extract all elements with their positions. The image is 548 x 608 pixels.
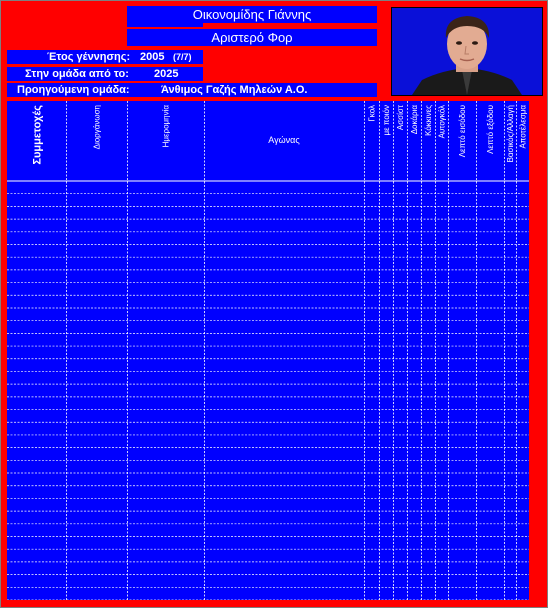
birth-year: 2005 — [140, 51, 165, 63]
column-header-starter-sub: Βασικός/Αλλαγή — [505, 105, 515, 163]
joined-year: 2025 — [154, 68, 179, 80]
previous-team-row — [7, 83, 377, 97]
appearances-table — [7, 101, 529, 600]
column-header-competition: Διοργάνωση — [92, 105, 102, 150]
column-header-woodwork: Δοκάρια — [409, 105, 419, 135]
column-header-match: Αγώνας — [268, 135, 300, 145]
column-header-with-whom: με ποιόν — [381, 105, 391, 136]
birth-date: (7/7) — [173, 52, 192, 62]
player-photo — [391, 7, 543, 96]
column-header-appearances: Συμμετοχές — [31, 105, 44, 165]
column-header-assists: Ασσίστ — [395, 105, 405, 131]
player-name: Οικονομίδης Γιάννης — [127, 6, 377, 23]
appearances-grid — [7, 101, 529, 600]
player-portrait-image — [392, 8, 542, 95]
column-header-goals: Γκολ — [367, 105, 377, 122]
column-header-minute-in: Λεπτό εισόδου — [457, 105, 467, 158]
column-header-minute-out: Λεπτό εξόδου — [485, 105, 495, 154]
column-header-date: Ημερομηνία — [161, 105, 171, 148]
column-header-red-cards: Κόκκινες — [423, 105, 433, 136]
previous-team-label: Προηγούμενη ομάδα: — [17, 84, 130, 96]
player-position: Αριστερό Φορ — [127, 29, 377, 46]
joined-label: Στην ομάδα από το: — [25, 68, 129, 80]
column-header-result: Αποτέλεσμα — [518, 105, 528, 149]
name-underline-bar — [127, 23, 203, 27]
birth-label: Έτος γέννησης: — [47, 51, 131, 63]
birth-row — [7, 50, 203, 64]
column-header-own-goals: Αυτογκόλ — [437, 105, 447, 139]
previous-team-name: Άνθιμος Γαζής Μηλεών Α.Ο. — [161, 84, 308, 96]
joined-row — [7, 67, 203, 81]
